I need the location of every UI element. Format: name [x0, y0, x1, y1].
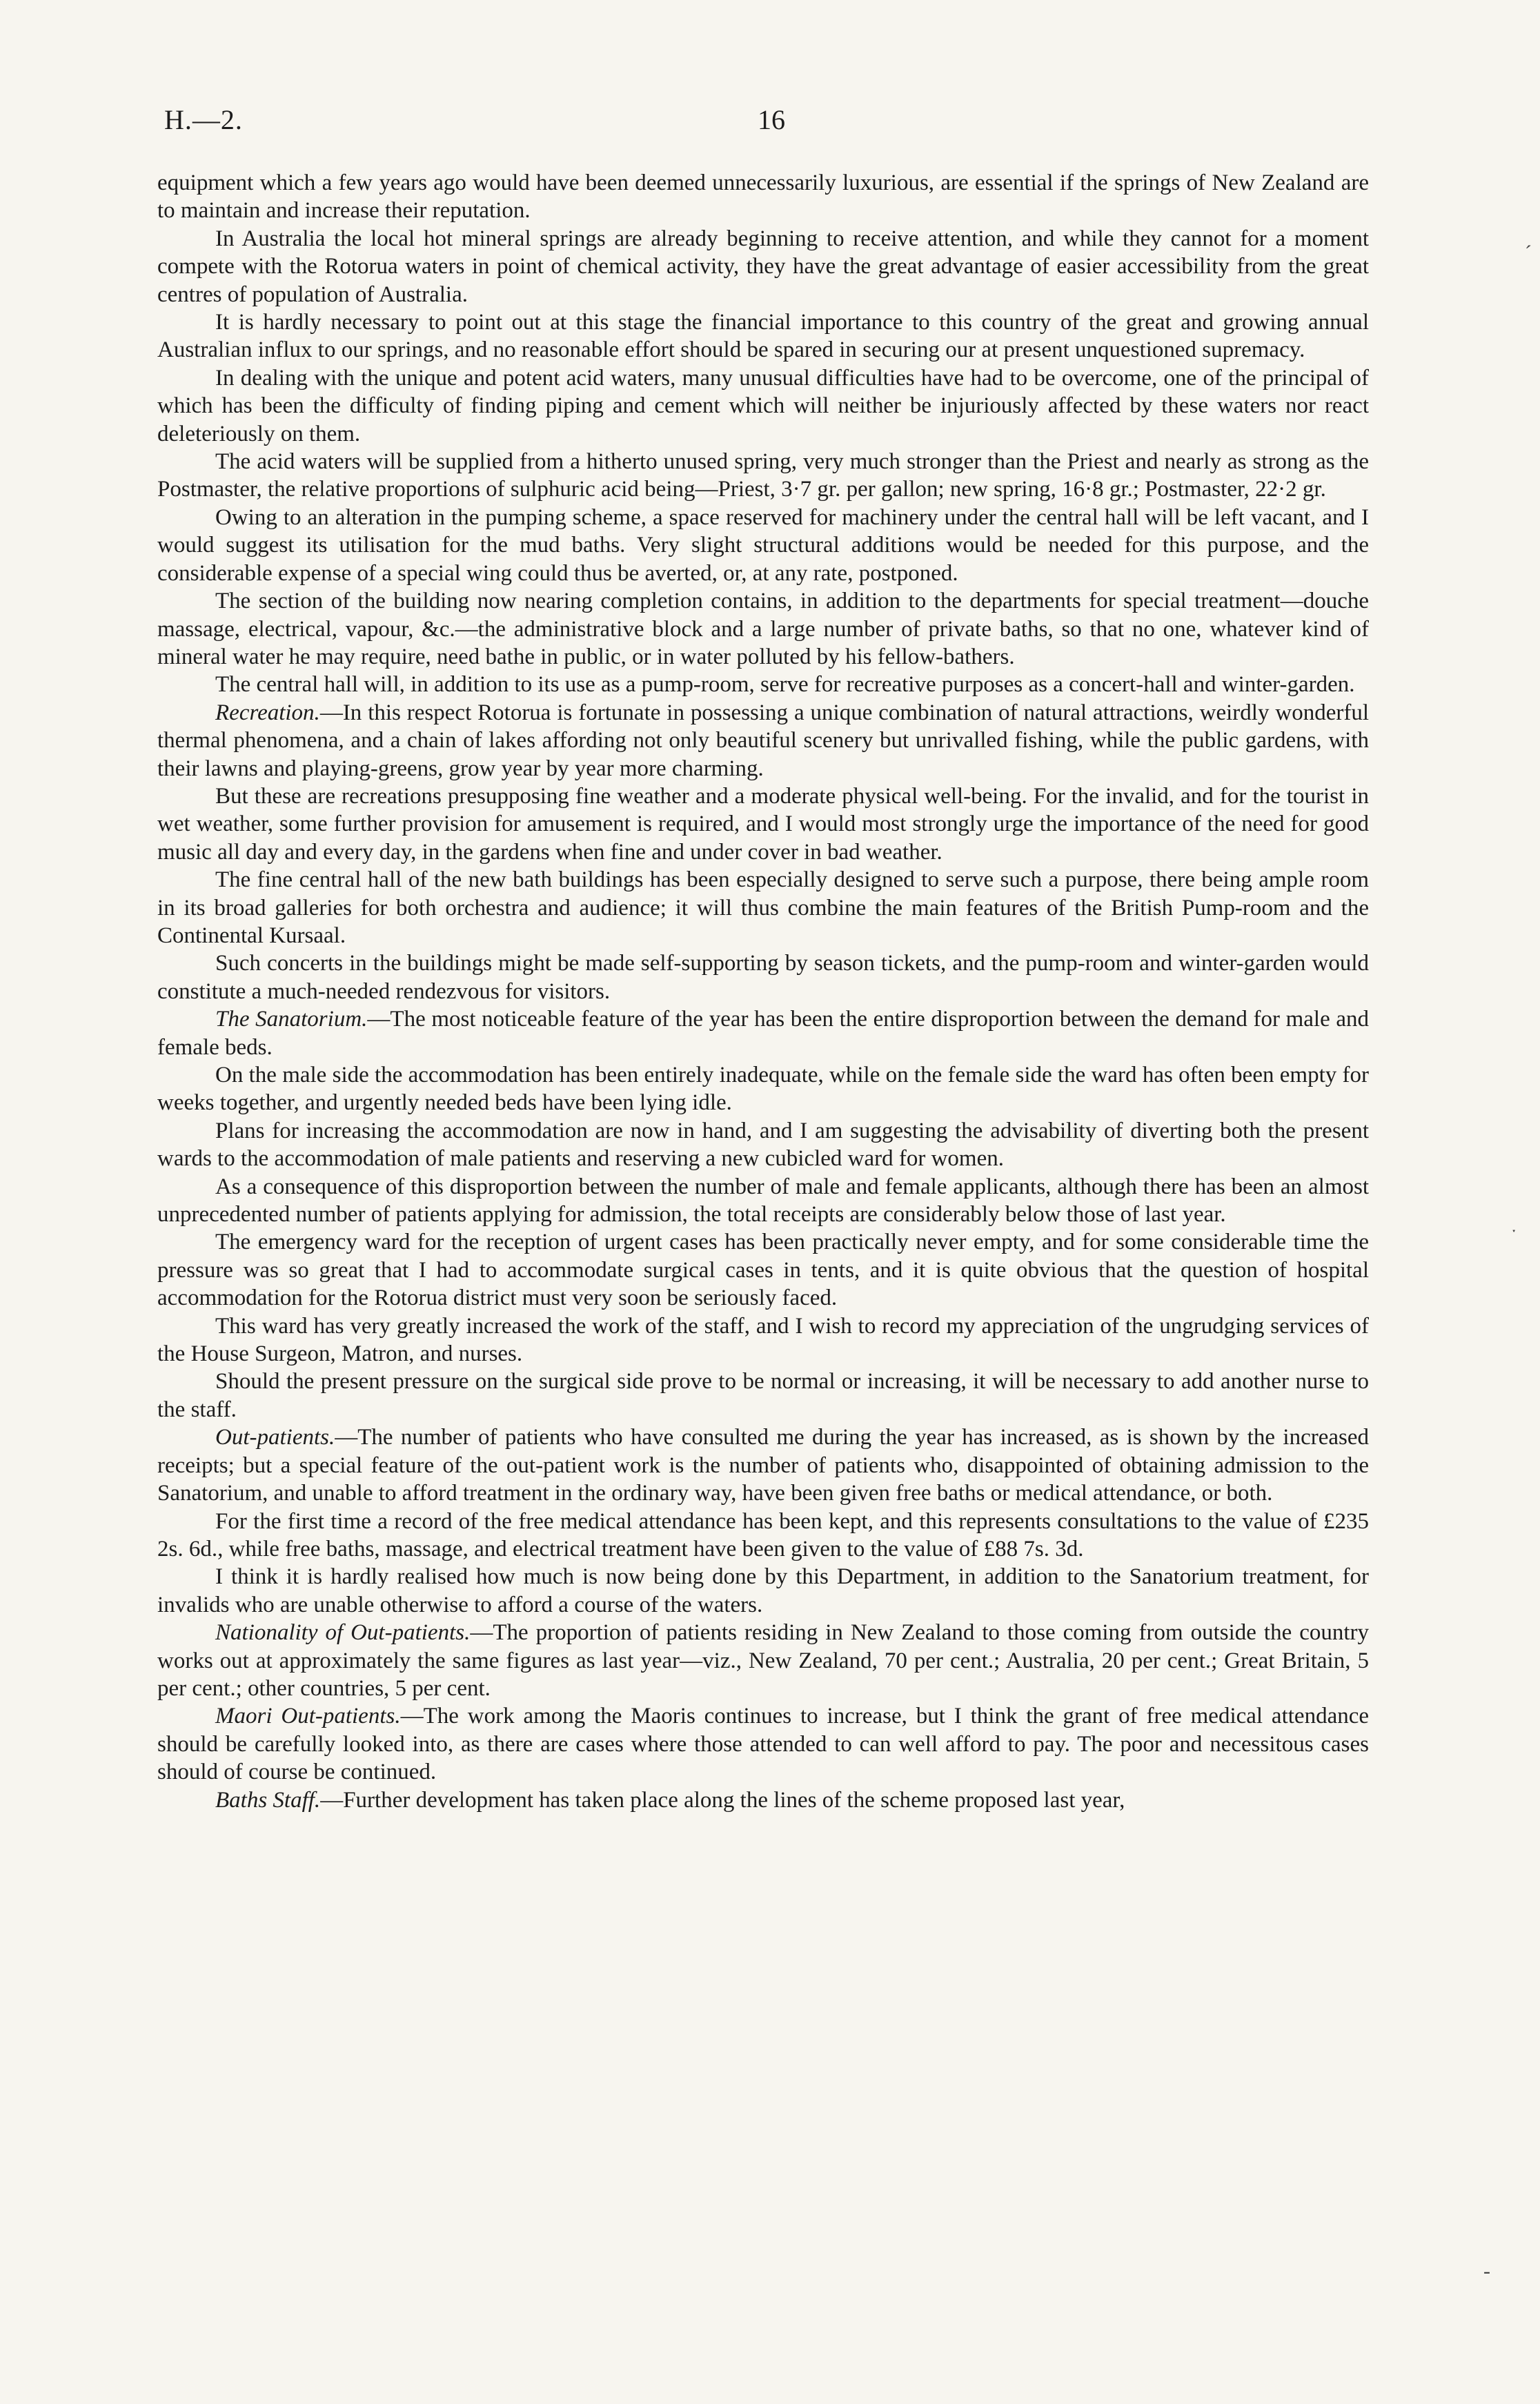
paragraph-text: —The most noticeable feature of the year has been the entire disproportion between the demand for male and female beds.: [157, 1007, 1369, 1060]
paragraph-heading: Out-patients.: [215, 1425, 335, 1450]
paragraph-text: The central hall will, in addition to its use as a pump-room, serve for recreative purposes as a concert-hall and winter-garden.: [215, 672, 1355, 698]
paragraph: [157, 1508, 1369, 1564]
paragraph-text: On the male side the accommodation has been entirely inadequate, while on the female side the ward has often been empty for weeks together, and urgently needed beds have been lying idle.: [157, 1063, 1369, 1116]
paragraph: [157, 866, 1369, 949]
paragraph: [157, 587, 1369, 671]
scan-mark: ˑ: [1511, 1221, 1517, 1244]
paragraph-heading: Maori Out-patients.: [215, 1704, 401, 1729]
paragraph-heading: Recreation.: [215, 700, 320, 725]
paragraph-text: In Australia the local hot mineral springs are already beginning to receive attention, and while they cannot for a moment compete with the Rotorua waters in point of chemical activity, they have the great advantage of easier accessibility from the great centres of population of Australia.: [157, 226, 1369, 307]
paragraph-text: —The work among the Maoris continues to increase, but I think the grant of free medical attendance should be carefully looked into, as there are cases where those attended to can well afford to pay. The poor and necessitous cases should of course be continued.: [157, 1704, 1370, 1785]
document-reference: H.—2.: [164, 104, 243, 135]
paragraph: [157, 1423, 1369, 1507]
paragraph-text: —The number of patients who have consulted me during the year has increased, as is shown by the increased receipts; but a special feature of the out-patient work is the number of patients who, disappointed of obtaining admission to the Sanatorium, and unable to afford treatment in the ordinary way, have been given free baths or medical attendance, or both.: [157, 1425, 1369, 1506]
paragraph-heading: Baths Staff.: [215, 1787, 321, 1813]
paragraph: [157, 1786, 1369, 1814]
paragraph: [157, 782, 1369, 866]
paragraph: [157, 1619, 1369, 1702]
paragraph-text: The acid waters will be supplied from a hitherto unused spring, very much stronger than the Priest and nearly as strong as the Postmaster, the relative proportions of sulphuric acid being—Priest, 3·7 gr. per gallon; new spring, 16·8 gr.; Postmaster, 22·2 gr.: [157, 449, 1369, 502]
paragraph: [157, 1368, 1369, 1423]
paragraph-text: In dealing with the unique and potent acid waters, many unusual difficulties have had to be overcome, one of the principal of which has been the difficulty of finding piping and cement which will neither be injuriously affected by these waters nor react deleteriously on them.: [157, 365, 1369, 446]
paragraph: [157, 1563, 1369, 1619]
paragraph-text: This ward has very greatly increased the work of the staff, and I wish to record my appreciation of the ungrudging services of the House Surgeon, Matron, and nurses.: [157, 1313, 1369, 1367]
paragraph-text: Plans for increasing the accommodation are now in hand, and I am suggesting the advisability of diverting both the present wards to the accommodation of male patients and reserving a new cubicled ward for women.: [157, 1118, 1369, 1172]
body-text: [157, 169, 1369, 1814]
paragraph-text: equipment which a few years ago would have been deemed unnecessarily luxurious, are essential if the springs of New Zealand are to maintain and increase their reputation.: [157, 170, 1369, 224]
paragraph: [157, 949, 1369, 1005]
paragraph: [157, 1228, 1369, 1312]
paragraph-text: The emergency ward for the reception of urgent cases has been practically never empty, and for some considerable time the pressure was so great that I had to accommodate surgical cases in tents, and it is quite obvious that the question of hospital accommodation for the Rotorua district must very soon be seriously faced.: [157, 1230, 1369, 1311]
paragraph: [157, 308, 1369, 364]
paragraph: [157, 1117, 1369, 1173]
paragraph: [157, 671, 1369, 698]
paragraph: [157, 504, 1369, 587]
scan-mark: ‐: [1483, 2260, 1490, 2283]
paragraph-text: The section of the building now nearing completion contains, in addition to the departments for special treatment—douche massage, electrical, vapour, &c.—the administrative block and a large number of private baths, so that no one, whatever kind of mineral water he may require, need bathe in public, or in water polluted by his fellow-bathers.: [157, 589, 1369, 669]
paragraph: [157, 1061, 1369, 1117]
paragraph-text: It is hardly necessary to point out at this stage the financial importance to this country of the great and growing annual Australian influx to our springs, and no reasonable effort should be spared in securing our at present unquestioned supremacy.: [157, 310, 1369, 363]
paragraph: [157, 1702, 1369, 1786]
page-number: 16: [758, 104, 785, 135]
scan-mark: ˊ: [1525, 242, 1532, 264]
paragraph: [157, 699, 1369, 782]
paragraph-text: Should the present pressure on the surgical side prove to be normal or increasing, it will be necessary to add another nurse to the staff.: [157, 1369, 1369, 1422]
paragraph-text: But these are recreations presupposing fine weather and a moderate physical well-being. For the invalid, and for the tourist in wet weather, some further provision for amusement is required, and I would most strongly urge the importance of the need for good music all day and every day, in the gardens when fine and under cover in bad weather.: [157, 783, 1369, 865]
paragraph: [157, 1312, 1369, 1368]
paragraph-text: I think it is hardly realised how much is now being done by this Department, in addition to the Sanatorium treatment, for invalids who are unable otherwise to afford a course of the waters.: [157, 1564, 1369, 1617]
paragraph: [157, 1173, 1369, 1229]
page-header: [164, 104, 1369, 145]
paragraph-heading: The Sanatorium.: [215, 1007, 368, 1032]
paragraph: [157, 169, 1369, 225]
paragraph-text: —In this respect Rotorua is fortunate in possessing a unique combination of natural attractions, weirdly wonderful thermal phenomena, and a chain of lakes affording not only beautiful scenery but unrivalled fishing, while the public gardens, with their lawns and playing-greens, grow year by year more charming.: [157, 700, 1369, 781]
paragraph-text: The fine central hall of the new bath buildings has been especially designed to serve such a purpose, there being ample room in its broad galleries for both orchestra and audience; it will thus combine the main features of the British Pump-room and the Continental Kursaal.: [157, 867, 1369, 948]
paragraph-text: —Further development has taken place along the lines of the scheme proposed last year,: [320, 1787, 1125, 1813]
paragraph-text: —The proportion of patients residing in New Zealand to those coming from outside the country works out at approximately the same figures as last year—viz., New Zealand, 70 per cent.; Australia, 20 per cent.; Great Britain, 5 per cent.; other countries, 5 per cent.: [157, 1620, 1369, 1701]
paragraph: [157, 448, 1369, 504]
paragraph: [157, 225, 1369, 308]
paragraph-text: Owing to an alteration in the pumping scheme, a space reserved for machinery under the central hall will be left vacant, and I would suggest its utilisation for the mud baths. Very slight structural additions would be needed for this purpose, and the considerable expense of a special wing could thus be averted, or, at any rate, postponed.: [157, 504, 1369, 586]
paragraph-text: As a consequence of this disproportion between the number of male and female applicants, although there has been an almost unprecedented number of patients applying for admission, the total receipts are considerably below those of last year.: [157, 1174, 1369, 1228]
paragraph: [157, 1005, 1369, 1061]
paragraph-text: For the first time a record of the free medical attendance has been kept, and this represents consultations to the value of £235 2s. 6d., while free baths, massage, and electrical treatment have been given to the value of £88 7s. 3d.: [157, 1508, 1369, 1561]
paragraph-heading: Nationality of Out-patients.: [215, 1620, 471, 1646]
paragraph-text: Such concerts in the buildings might be made self-supporting by season tickets, and the pump-room and winter-garden would constitute a much-needed rendezvous for visitors.: [157, 951, 1369, 1004]
paragraph: [157, 364, 1369, 448]
